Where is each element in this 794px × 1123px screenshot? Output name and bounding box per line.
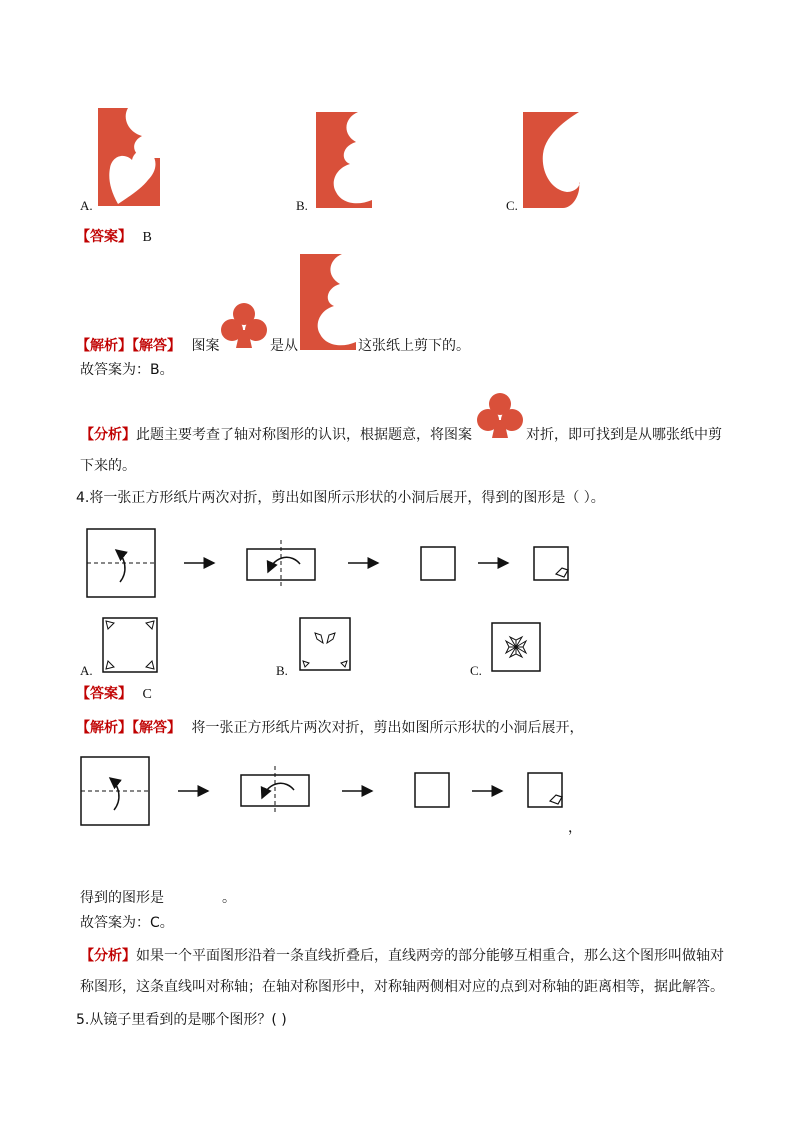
q4-option-c-figure bbox=[491, 622, 541, 672]
q3-option-b-label[interactable]: B. bbox=[296, 198, 308, 213]
q4-option-a-figure bbox=[102, 617, 158, 673]
q3-option-c-paper bbox=[523, 112, 579, 208]
q4-analysis-line2: 称图形，这条直线叫对称轴；在轴对称图形中，对称轴两侧相对应的点到对称轴的距离相等，据此解答。 bbox=[80, 979, 724, 995]
result-text: 得到的图形是 bbox=[80, 890, 164, 906]
answer-tag: 【答案】 bbox=[76, 686, 132, 702]
paper-tail-text: 这张纸上剪下的。 bbox=[358, 338, 470, 354]
q4-stem: 4.将一张正方形纸片两次对折，剪出如图所示形状的小洞后展开，得到的图形是（ ）。 bbox=[76, 490, 605, 506]
q4-result-line bbox=[80, 888, 164, 908]
q4-option-b-figure bbox=[299, 617, 351, 671]
q3-option-c-label[interactable]: C. bbox=[506, 198, 518, 213]
q3-option-b-paper bbox=[316, 112, 372, 208]
q4-conclusion: 故答案为：C。 bbox=[80, 915, 174, 931]
q4-option-a-label[interactable]: A. bbox=[80, 663, 93, 678]
club-pattern-image-2 bbox=[476, 392, 524, 440]
analysis-line2: 下来的。 bbox=[80, 458, 136, 474]
q3-option-a-label[interactable]: A. bbox=[80, 198, 93, 213]
q4-option-c-label[interactable]: C. bbox=[470, 663, 482, 678]
q4-solution-line bbox=[76, 718, 583, 738]
q3-solution-line bbox=[76, 336, 219, 356]
q5-stem: 5.从镜子里看到的是哪个图形？( ) bbox=[76, 1012, 287, 1028]
answer-value: C bbox=[142, 687, 152, 702]
result-period: 。 bbox=[222, 890, 236, 906]
q4-analysis-line1 bbox=[80, 946, 724, 966]
q3-solution-paper bbox=[300, 254, 356, 350]
analysis-tag: 【分析】 bbox=[80, 948, 136, 964]
comma-mark: ， bbox=[568, 820, 582, 836]
q3-option-a-paper bbox=[98, 108, 160, 206]
solution-text: 将一张正方形纸片两次对折，剪出如图所示形状的小洞后展开， bbox=[191, 720, 584, 736]
q3-answer-line bbox=[76, 227, 152, 248]
analysis-text-after: 对折，即可找到是从哪张纸中剪 bbox=[526, 427, 722, 443]
analysis-tag: 【分析】 bbox=[80, 427, 136, 443]
fold-sequence-diagram bbox=[86, 528, 586, 602]
solution-tags: 【解析】【解答】 bbox=[76, 338, 181, 354]
analysis-text: 此题主要考查了轴对称图形的认识，根据题意，将图案 bbox=[136, 427, 472, 443]
q4-answer-line bbox=[76, 684, 152, 705]
fold-sequence-diagram-2 bbox=[80, 756, 580, 828]
q3-conclusion: 故答案为：B。 bbox=[80, 362, 174, 378]
analysis-text: 如果一个平面图形沿着一条直线折叠后，直线两旁的部分能够互相重合，那么这个图形叫做轴对 bbox=[136, 948, 724, 964]
club-pattern-image bbox=[220, 302, 268, 350]
answer-value: B bbox=[142, 230, 152, 245]
is-from-text: 是从 bbox=[270, 338, 298, 354]
pattern-word: 图案 bbox=[191, 338, 220, 354]
answer-tag: 【答案】 bbox=[76, 229, 132, 245]
q3-analysis-line1 bbox=[80, 425, 472, 445]
solution-tags: 【解析】【解答】 bbox=[76, 720, 181, 736]
q4-option-b-label[interactable]: B. bbox=[276, 663, 288, 678]
